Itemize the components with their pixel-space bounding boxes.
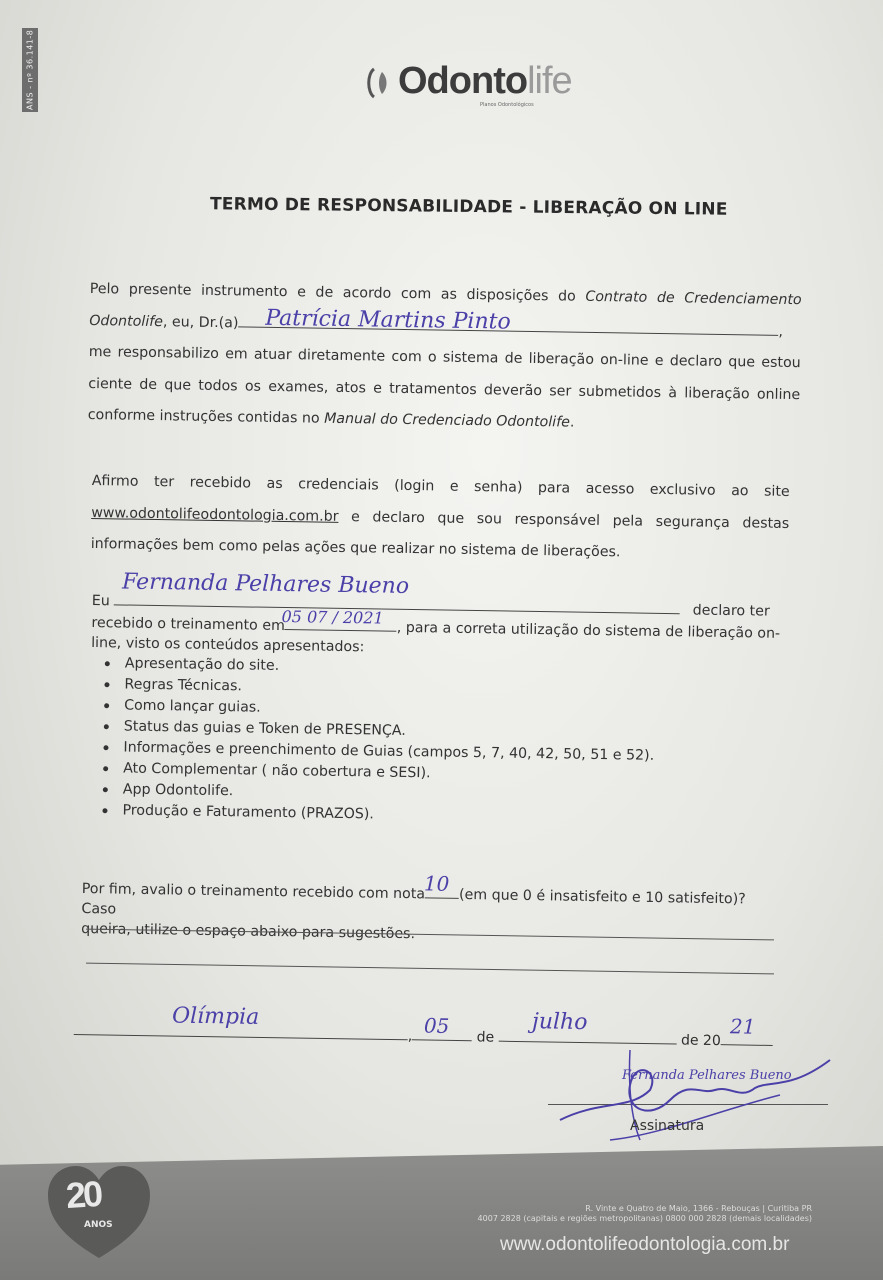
logo-brand-light: life — [527, 60, 572, 102]
topic-item: Regras Técnicas. — [102, 674, 780, 706]
logo-wordmark — [398, 60, 572, 103]
p1-after-brand: , eu, Dr.(a) — [162, 313, 239, 331]
footer-address — [452, 1204, 812, 1224]
p3-line3: line, visto os conteúdos apresentados: — [91, 634, 365, 656]
topic-item: App Odontolife. — [101, 779, 779, 811]
rating-lead: Por fim, avalio o treinamento recebido com nota — [81, 880, 426, 903]
badge-label: ANOS — [84, 1220, 113, 1230]
training-year: 2021 — [342, 607, 384, 628]
topic-item: Como lançar guias. — [102, 695, 780, 727]
p3-line2-lead: recebido o treinamento em — [91, 614, 285, 635]
tooth-logo-icon — [364, 66, 394, 100]
p2-rest — [91, 497, 790, 571]
date-de-2: de 20 — [680, 1032, 721, 1050]
footer-phones: 4007 2828 (capitais e regiões metropolitanas) 0800 000 2828 (demais localidades) — [477, 1214, 812, 1223]
training-day: 05 — [281, 606, 303, 627]
footer-website[interactable]: www.odontolifeodontologia.com.br — [500, 1234, 790, 1255]
rating-handwritten: 10 — [423, 871, 450, 896]
signature-label: Assinatura — [630, 1118, 705, 1134]
year-handwritten: 21 — [729, 1014, 756, 1039]
p3-lead: Eu — [91, 592, 110, 610]
date-de-1: de — [476, 1029, 495, 1046]
p2-line1: Afirmo ter recebido as credenciais (login e senha) para acesso exclusivo ao site — [91, 472, 790, 500]
p2-rest-text: e declaro que sou responsável pela segurança destas informações bem como pelas ações que realizar no sistema de liberações. — [90, 508, 790, 561]
topic-item: Ato Complementar ( não cobertura e SESI). — [101, 758, 779, 790]
training-month: 07 — [306, 607, 328, 627]
ans-registration-tag: ANS - nº 36.141-8 — [22, 28, 38, 112]
signature-handwritten: Fernanda Pelhares Bueno — [622, 1068, 792, 1083]
p1-manual-name: Manual do Credenciado Odontolife — [324, 410, 571, 431]
rating-line2: queira, utilize o espaço abaixo para sugestões. — [81, 920, 416, 943]
training-date-handwritten: 05 07 / 2021 — [281, 606, 384, 628]
topic-item: Informações e preenchimento de Guias (campos 5, 7, 40, 42, 50, 51 e 52). — [101, 737, 779, 769]
p3-after-name: declaro ter — [692, 602, 770, 620]
odontolife-logo — [364, 60, 572, 112]
rating-rest: (em que 0 é insatisfeito e 10 satisfeito)? Caso — [81, 886, 746, 918]
footer-street: R. Vinte e Quatro de Maio, 1366 - Rebouças | Curitiba PR — [585, 1204, 812, 1213]
trainee-name-handwritten: Fernanda Pelhares Bueno — [121, 569, 410, 599]
topic-item: Apresentação do site. — [103, 653, 781, 685]
p1-contract-name: Contrato de Credenciamento — [585, 288, 802, 309]
p1-end: . — [569, 414, 575, 431]
site-link[interactable]: www.odontolifeodontologia.com.br — [91, 504, 339, 525]
badge-number: 20 — [64, 1172, 102, 1217]
document-title: TERMO DE RESPONSABILIDADE - LIBERAÇÃO ON LINE — [209, 194, 728, 220]
day-handwritten: 05 — [423, 1013, 450, 1038]
doctor-name-handwritten: Patrícia Martins Pinto — [265, 305, 511, 335]
logo-tagline: Planos Odontológicos — [480, 102, 534, 108]
topic-item: Produção e Faturamento (PRAZOS). — [100, 800, 778, 832]
p1-line2: Odontolife, eu, Dr.(a), Patrícia Martins Pinto — [89, 305, 801, 348]
p1-rest-text: me responsabilizo em atuar diretamente com o sistema de liberação on-line e declaro que estou ciente de que todos os exames, atos e tratamentos deverão ser submetidos à liberação online conforme instruções contidas no — [87, 343, 801, 427]
p1-rest — [88, 337, 801, 443]
paragraph-training — [88, 569, 782, 832]
topic-item: Status das guias e Token de PRESENÇA. — [102, 716, 780, 748]
p1-lead: Pelo presente instrumento e de acordo com as disposições do — [89, 280, 586, 305]
p1-brand: Odontolife — [89, 312, 164, 330]
paragraph-responsibility — [88, 274, 802, 443]
logo-brand-bold: Odonto — [398, 60, 528, 102]
month-handwritten: julho — [531, 1009, 588, 1036]
p3-line2-rest: , para a correta utilização do sistema de liberação on- — [396, 619, 781, 642]
paragraph-credentials — [91, 466, 790, 571]
date-sep: , — [407, 1028, 413, 1045]
city-handwritten: Olímpia — [171, 1003, 260, 1030]
topics-list — [88, 653, 781, 832]
